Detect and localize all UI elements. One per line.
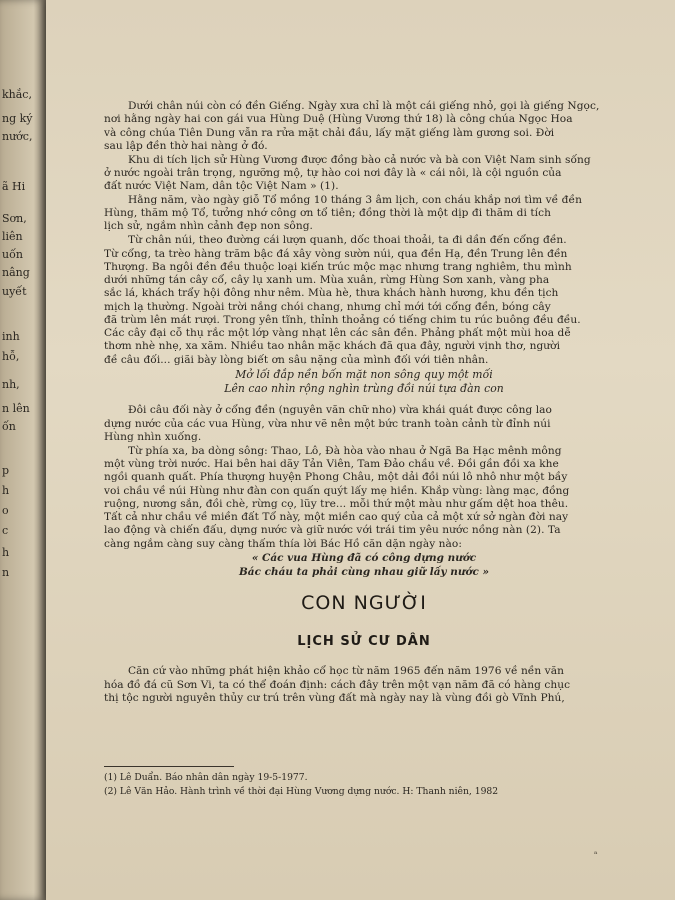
subsection-title: LỊCH SỬ CƯ DÂN bbox=[297, 634, 431, 650]
paragraph-line: đất nước Việt Nam, dân tộc Việt Nam » (1). bbox=[104, 180, 339, 193]
left-page-fragment: liên bbox=[2, 230, 23, 243]
left-page-fragment: hỗ, bbox=[2, 350, 20, 363]
left-page-fragment: h bbox=[2, 546, 10, 559]
verse-line: Mở lối đắp nền bốn mặt non sông quy một mối bbox=[235, 368, 493, 382]
paragraph-line: Từ chân núi, theo đường cái lượn quanh, dốc thoai thoải, ta đi dần đến cổng đền. bbox=[128, 234, 567, 247]
left-page-fragment: n bbox=[2, 566, 10, 579]
left-page-fragment: inh bbox=[2, 330, 20, 343]
book-page bbox=[46, 0, 675, 900]
paragraph-line: Từ cổng, ta trèo hàng trăm bậc đá xây vòng sườn núi, qua đền Hạ, đền Trung lên đền bbox=[104, 247, 568, 260]
paragraph-line: Hằng năm, vào ngày giỗ Tổ mồng 10 tháng 3 âm lịch, con cháu khắp nơi tìm về đền bbox=[128, 193, 582, 206]
paragraph-line: thị tộc người nguyên thủy cư trú trên vùng đất mà ngày nay là vùng đồi gò Vĩnh Phú, bbox=[104, 691, 565, 704]
left-page-fragment: Sơn, bbox=[2, 212, 27, 225]
paragraph-line: mịch lạ thường. Ngoài trời nắng chói chang, nhưng chỉ mới tới cổng đền, bóng cây bbox=[104, 300, 551, 313]
left-page-fragment: nước, bbox=[2, 130, 33, 143]
paragraph-line: ruộng, nương sắn, đồi chè, rừng cọ, lũy tre... mỗi thứ một màu như gấm dệt hoa thêu. bbox=[104, 497, 569, 510]
paragraph-line: Tất cả như chầu về miền đất Tổ này, một miền cao quý của cả một xứ sở ngàn đời nay bbox=[104, 511, 569, 523]
paragraph-line: hóa đồ đá cũ Sơn Vi, ta có thể đoán định: cách đây trên một vạn năm đã có hàng chục bbox=[104, 678, 571, 691]
left-page-fragment: c bbox=[2, 524, 9, 537]
quote-line: Bác cháu ta phải cùng nhau giữ lấy nước » bbox=[238, 566, 490, 579]
paragraph-line: dưới những tán cây cổ, cây lụ xanh um. Mùa xuân, rừng Hùng Sơn xanh, vàng pha bbox=[104, 274, 550, 287]
paragraph-line: Hùng nhìn xuống. bbox=[104, 430, 202, 443]
left-page-fragment: nâng bbox=[2, 266, 30, 279]
paragraph-line: dựng nước của các vua Hùng, vừa như vẽ nên một bức tranh toàn cảnh từ đỉnh núi bbox=[104, 417, 551, 430]
page-mark: ᵃ bbox=[594, 850, 598, 860]
paragraph-line: đã trùm lên mát rượi. Trong yên tĩnh, thỉnh thoảng có tiếng chim tu rúc buông đều đều. bbox=[104, 313, 581, 326]
paragraph-line: ở nước ngoài trân trọng, ngưỡng mộ, tự hào coi nơi đây là « cái nôi, là cội nguồn của bbox=[104, 166, 562, 179]
paragraph-line: voi chầu về núi Hùng như đàn con quấn quýt lấy mẹ hiền. Khắp vùng: làng mạc, đồng bbox=[104, 484, 570, 497]
paragraph-line: Các cây đại cỗ thụ rắc một lớp vàng nhạt lên các sân đền. Phảng phất một mùi hoa dễ bbox=[104, 327, 571, 340]
paragraph-line: Từ phía xa, ba dòng sông: Thao, Lô, Đà hòa vào nhau ở Ngã Ba Hạc mênh mông bbox=[128, 444, 562, 457]
paragraph-line: nơi hằng ngày hai con gái vua Hùng Duệ (Hùng Vương thứ 18) là công chúa Ngọc Hoa bbox=[104, 113, 573, 126]
left-page-fragment: nh, bbox=[2, 378, 20, 391]
left-page-fragment: ốn bbox=[2, 420, 16, 433]
paragraph-line: lịch sử, ngắm nhìn cảnh đẹp non sông. bbox=[104, 220, 313, 233]
left-page-fragment: n lên bbox=[2, 402, 30, 415]
paragraph-line: Căn cứ vào những phát hiện khảo cổ học từ năm 1965 đến năm 1976 về nền văn bbox=[128, 665, 564, 678]
paragraph-line: sắc lá, khách trẩy hội đông như nêm. Mùa hè, thưa khách hành hương, khu đền tịch bbox=[104, 287, 559, 300]
verse-line: Lên cao nhìn rộng nghìn trùng đồi núi tựa đàn con bbox=[224, 382, 504, 396]
paragraph-line: thơm nhè nhẹ, xa xăm. Nhiều tao nhân mặc khách đã qua đây, người vịnh thơ, người bbox=[104, 340, 561, 353]
footnote-2: (2) Lê Văn Hảo. Hành trình về thời đại Hùng Vương dựng nước. H: Thanh niên, 1982 bbox=[104, 786, 499, 797]
paragraph-line: sau lập đền thờ hai nàng ở đó. bbox=[104, 139, 268, 152]
left-page-fragment: uốn bbox=[2, 248, 23, 261]
paragraph-line: ngồi quanh quất. Phía thượng huyện Phong Châu, một dải đồi núi lô nhô như một bầy bbox=[104, 471, 568, 484]
paragraph-line: Thượng. Ba ngôi đền đều thuộc loại kiến trúc mộc mạc nhưng trang nghiêm, thu mình bbox=[104, 260, 572, 273]
left-page-fragment: h bbox=[2, 484, 10, 497]
paragraph-line: và công chúa Tiên Dung vẫn ra rửa mặt chải đầu, lấy mặt giếng làm gương soi. Đời bbox=[104, 126, 555, 139]
left-page-fragment: khắc, bbox=[2, 88, 32, 101]
paragraph-line: lao động và chiến đấu, dựng nước và giữ nước với trái tim yêu nước nồng nàn (2). Ta bbox=[104, 524, 561, 537]
paragraph-line: Khu di tích lịch sử Hùng Vương được đồng bào cả nước và bà con Việt Nam sinh sống bbox=[128, 153, 591, 166]
left-page-fragment: uyết bbox=[2, 285, 27, 298]
paragraph-line: một vùng trời nước. Hai bên hai dãy Tản Viên, Tam Đảo chầu về. Đồi gần đồi xa khe bbox=[104, 458, 559, 470]
left-page-fragment: o bbox=[2, 504, 9, 517]
section-title: CON NGƯỜI bbox=[301, 592, 427, 615]
left-facing-page bbox=[0, 0, 48, 900]
left-page-fragment: ã Hi bbox=[2, 180, 26, 193]
paragraph-line: Đôi câu đối này ở cổng đền (nguyên văn chữ nho) vừa khái quát được công lao bbox=[128, 404, 552, 417]
left-page-fragment: ng ký bbox=[2, 112, 33, 125]
footnote-rule bbox=[104, 766, 234, 767]
footnote-1: (1) Lê Duẩn. Báo nhân dân ngày 19-5-1977. bbox=[104, 772, 308, 783]
left-page-fragment: p bbox=[2, 464, 10, 477]
paragraph-line: Hùng, thăm mộ Tổ, tưởng nhớ công ơn tổ tiên; đồng thời là một dịp đi thăm di tích bbox=[104, 207, 551, 220]
paragraph-line: càng ngắm càng suy càng thấm thía lời Bác Hồ căn dặn ngày nào: bbox=[104, 537, 462, 550]
paragraph-line: đề câu đối... giãi bày lòng biết ơn sâu nặng của mình đối với tiên nhân. bbox=[104, 353, 489, 366]
quote-line: « Các vua Hùng đã có công dựng nước bbox=[251, 552, 477, 565]
paragraph-line: Dưới chân núi còn có đền Giếng. Ngày xưa chỉ là một cái giếng nhỏ, gọi là giếng Ngọc, bbox=[128, 100, 600, 112]
